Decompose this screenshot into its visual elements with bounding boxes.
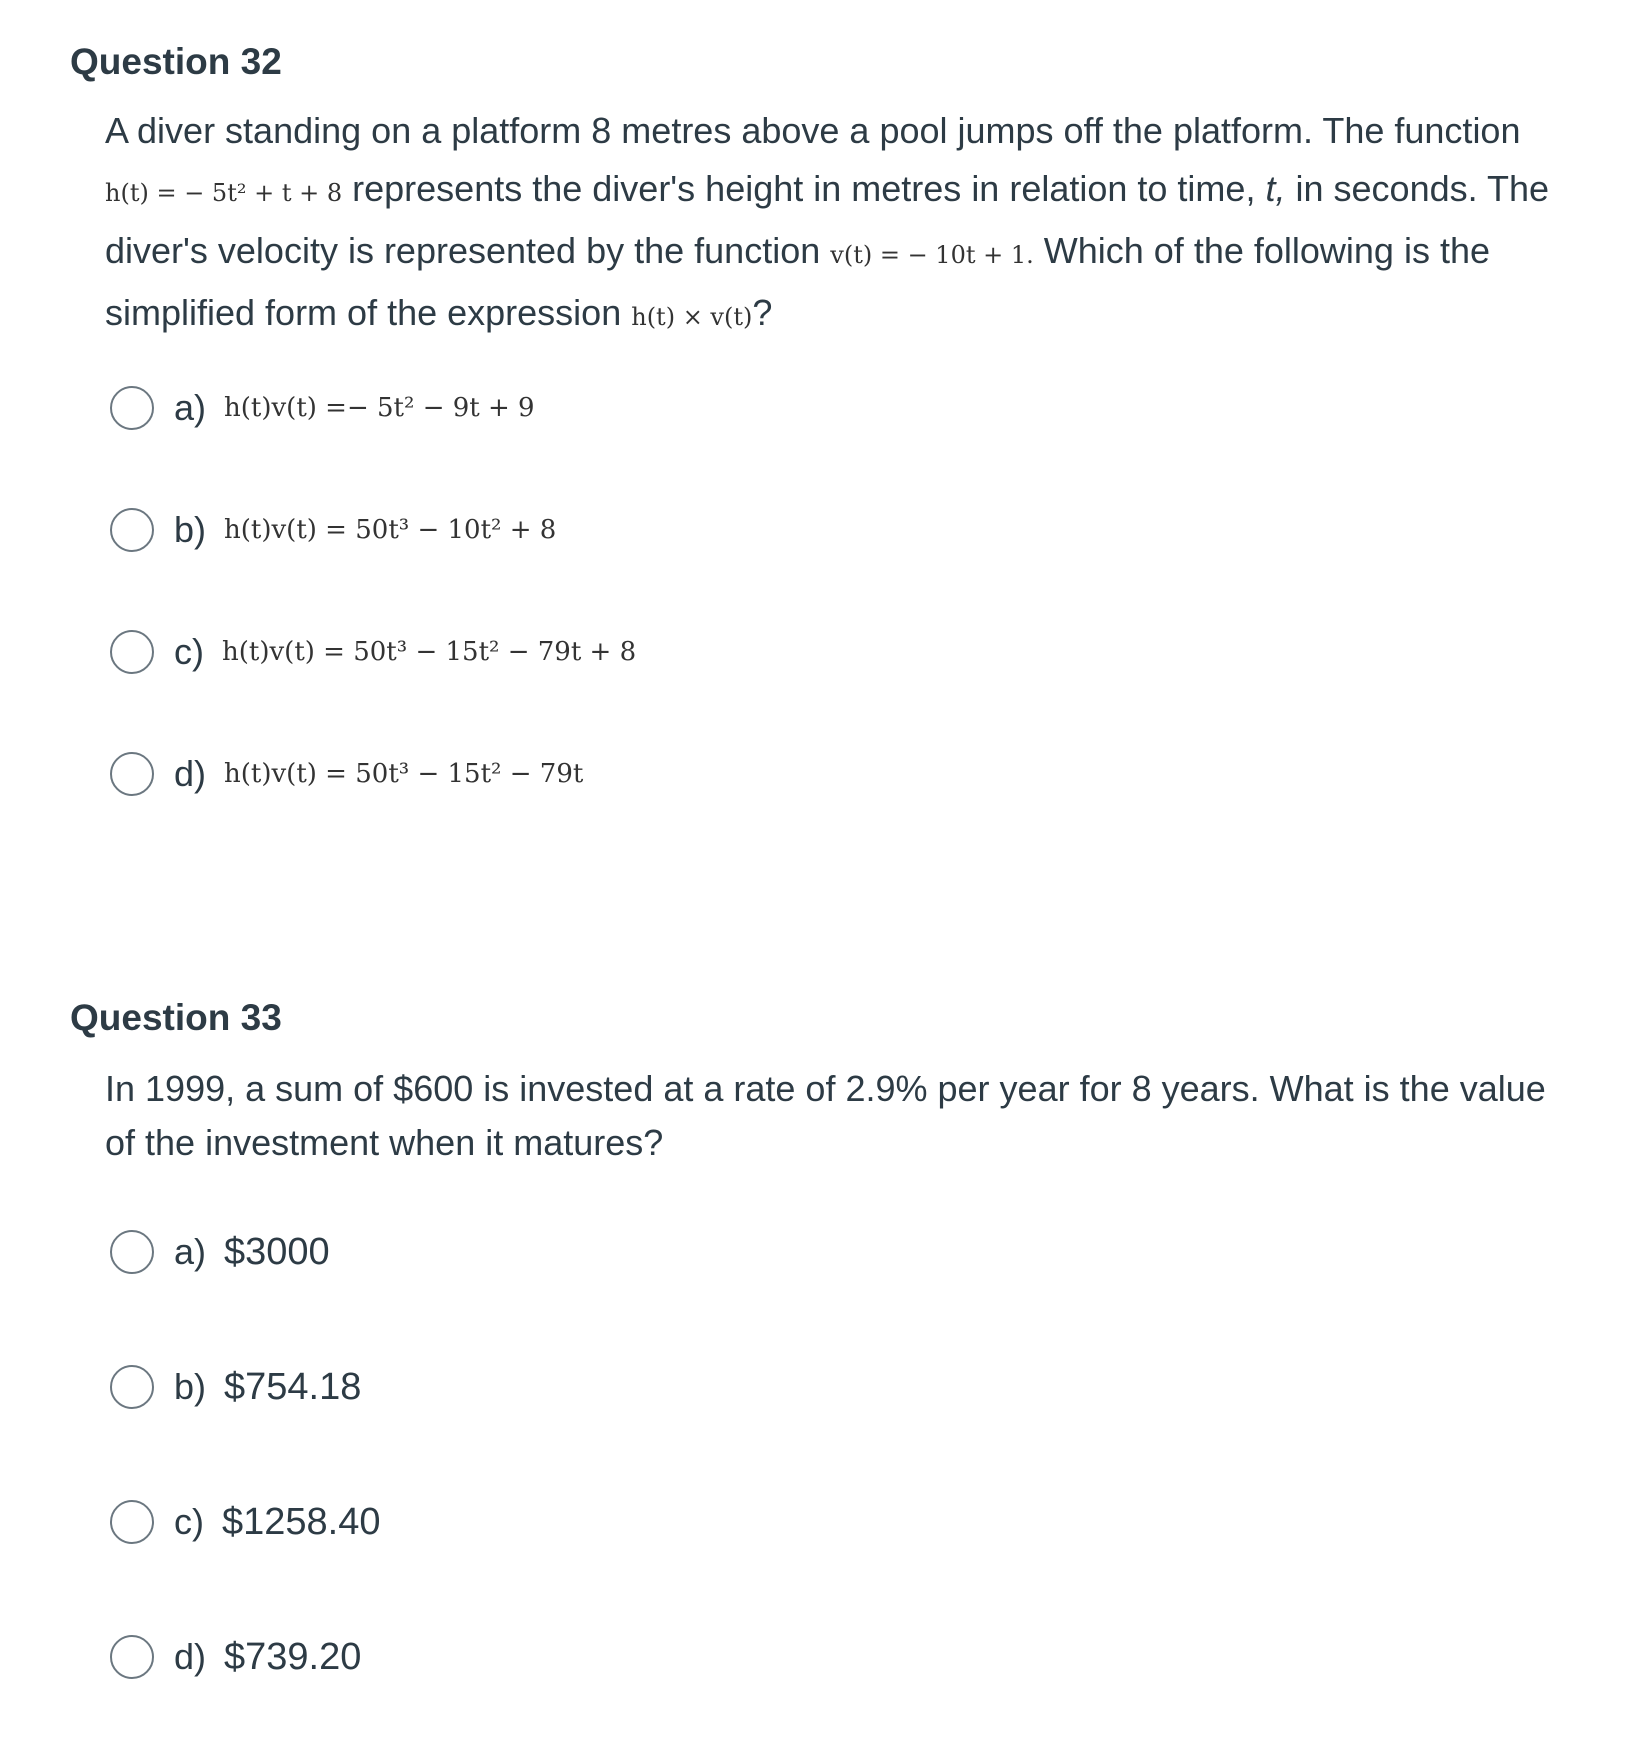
question-title: Question 33 xyxy=(70,997,282,1038)
question-33 xyxy=(70,992,1570,1678)
radio-button[interactable] xyxy=(110,752,154,796)
radio-button[interactable] xyxy=(110,1230,154,1274)
answer-option-b[interactable] xyxy=(110,500,556,560)
answer-equation: h(t)v(t) =− 5t² − 9t + 9 xyxy=(224,393,535,423)
question-text-part: A diver standing on a platform 8 metres above a pool jumps off the platform. The function xyxy=(105,110,1521,151)
question-text-part: Which of the following is the simplified form of the expression xyxy=(105,230,1490,333)
answer-letter: d) xyxy=(174,1636,207,1677)
question-32 xyxy=(70,36,1570,794)
answer-letter: a) xyxy=(174,1231,207,1272)
answer-letter: d) xyxy=(174,753,207,794)
answer-letter: c) xyxy=(174,631,204,672)
answer-option-d[interactable] xyxy=(110,1627,361,1687)
answer-option-a[interactable] xyxy=(110,378,535,438)
answer-letter: b) xyxy=(174,1366,207,1407)
answer-equation: h(t)v(t) = 50t³ − 15t² − 79t xyxy=(224,759,584,789)
answer-text: $754.18 xyxy=(224,1365,362,1408)
radio-button[interactable] xyxy=(110,1635,154,1679)
answer-equation: h(t)v(t) = 50t³ − 15t² − 79t + 8 xyxy=(222,637,637,667)
velocity-function-equation: v(t) = − 10t + 1. xyxy=(830,241,1034,269)
answer-letter: b) xyxy=(174,509,207,550)
answer-option-a[interactable] xyxy=(110,1222,330,1282)
answer-option-c[interactable] xyxy=(110,622,636,682)
answer-option-b[interactable] xyxy=(110,1357,361,1417)
question-text: In 1999, a sum of $600 is invested at a rate of 2.9% per year for 8 years. What is the value of the investment when it matures? xyxy=(105,1068,1546,1163)
radio-button[interactable] xyxy=(110,1500,154,1544)
question-text-part: represents the diver's height in metres in relation to time, xyxy=(352,168,1256,209)
answer-letter: c) xyxy=(174,1501,204,1542)
radio-button[interactable] xyxy=(110,1365,154,1409)
radio-button[interactable] xyxy=(110,630,154,674)
answer-option-d[interactable] xyxy=(110,744,583,804)
time-variable: t, xyxy=(1265,168,1286,209)
answer-option-c[interactable] xyxy=(110,1492,381,1552)
answer-text: $3000 xyxy=(224,1230,330,1273)
answer-letter: a) xyxy=(174,387,207,428)
answer-text: $1258.40 xyxy=(222,1500,381,1543)
answer-text: $739.20 xyxy=(224,1635,362,1678)
radio-button[interactable] xyxy=(110,386,154,430)
question-text-part: in seconds. The diver's velocity is represented by the function xyxy=(105,168,1549,271)
height-function-equation: h(t) = − 5t² + t + 8 xyxy=(105,179,343,207)
product-expression: h(t) × v(t) xyxy=(631,303,753,331)
question-text xyxy=(105,102,1585,346)
radio-button[interactable] xyxy=(110,508,154,552)
question-text-part: ? xyxy=(752,292,773,333)
answer-equation: h(t)v(t) = 50t³ − 10t² + 8 xyxy=(224,515,557,545)
question-title: Question 32 xyxy=(70,41,282,82)
